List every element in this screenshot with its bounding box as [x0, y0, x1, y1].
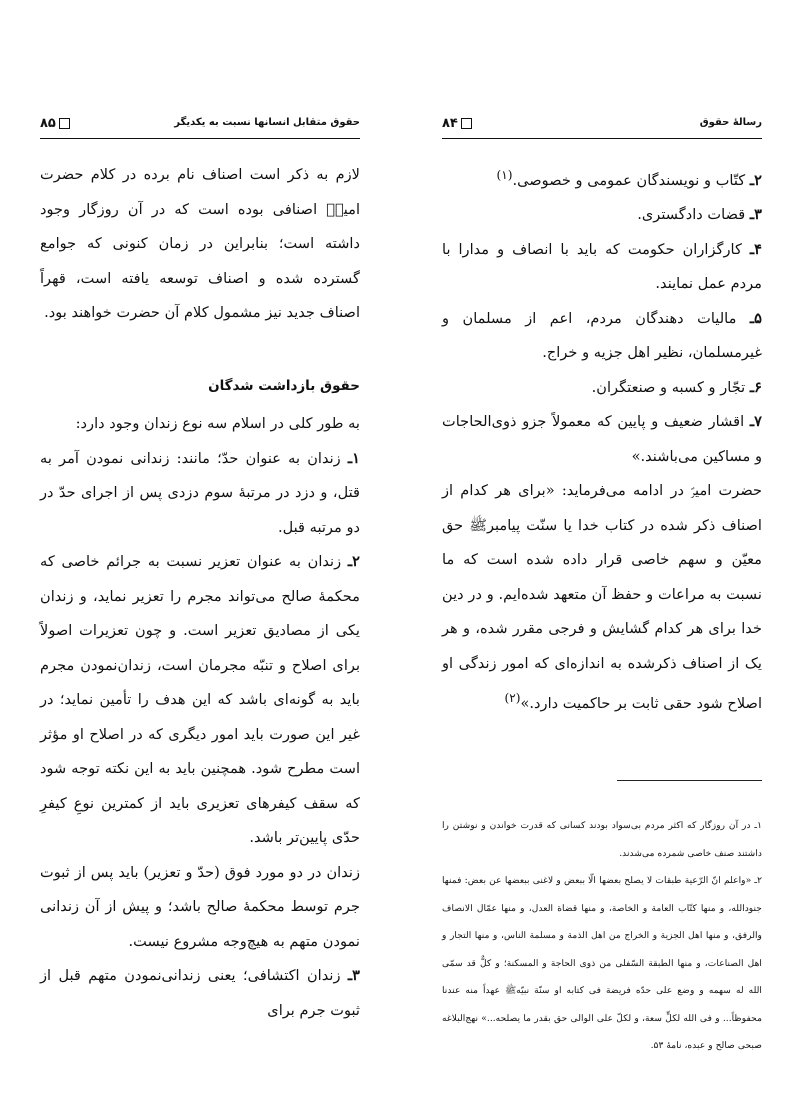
page-85 [40, 0, 360, 1100]
running-title: رسالهٔ حقوق [699, 117, 762, 128]
footnote-divider [617, 780, 762, 781]
intro-paragraph: لازم به ذکر است اصناف نام برده در کلام حضرت امیرؑ اصنافی بوده است که در آن روزگار وجود داشته است؛ بنابراین در زمان کنونی که جوامع گسترده شده و اصناف توسعه یافته است، قهراً اصناف جدید نیز مشمول کلام آن حضرت خواهند بود. [40, 166, 360, 321]
list-item: ۷ـ اقشار ضعیف و پایین که معمولاً جزو ذوی‌الحاجات و مساکین می‌باشند.» [442, 413, 763, 465]
footnotes [442, 812, 762, 1060]
paragraph: زندان در دو مورد فوق (حدّ و تعزیر) باید پس از ثبوت جرم توسط محکمهٔ صالح باشد؛ و پیش از آن زندانی نمودن متهم به هیچ‌وجه مشروع نیست. [40, 863, 360, 950]
footnote: ۱ـ در آن روزگار که اکثر مردم بی‌سواد بودند کسانی که قدرت خواندن و نوشتن را داشتند صنف خاصی شمرده می‌شدند. [442, 820, 762, 859]
page-number: ۸۵ [40, 116, 70, 131]
running-title: حقوق متقابل انسانها نسبت به یکدیگر [174, 117, 360, 128]
page-number: ۸۴ [442, 116, 472, 131]
list-item: ۱ـ زندان به عنوان حدّ؛ مانند: زندانی نمودن آمر به قتل، و دزد در مرتبهٔ سوم دزدی پس از اجرای حدّ در دو مرتبه قبل. [40, 449, 361, 536]
footnote-ref[interactable]: (۲) [504, 691, 521, 706]
list-item: ۵ـ مالیات دهندگان مردم، اعم از مسلمان و غیرمسلمان، نظیر اهل جزیه و خراج. [442, 309, 763, 362]
list-item: ۳ـ قضات دادگستری. [637, 206, 762, 224]
paragraph: حضرت امیرؑ در ادامه می‌فرماید: «برای هر کدام از اصناف ذکر شده در کتاب خدا یا سنّت پیامبرﷺ حق معیّن و سهم خاصی قرار داده شده است که ما نسبت به مراعات و حفظ آن متعهد شده‌ایم. و در دین خدا برای هر کدام گشایش و فرجی مقرر شده، و هر یک از اصناف ذکرشده به اندازه‌ای که امور زندگی او اصلاح شود حقی ثابت بر حاکمیت دارد.»$^{(۲)}$ [442, 482, 762, 713]
page-84 [442, 0, 762, 1100]
list-item: ۲ـ زندان به عنوان تعزیر نسبت به جرائم خاصی که محکمهٔ صالح می‌تواند مجرم را تعزیر نماید، و زندان یکی از مصادیق تعزیر است. و چون تعزیرات اصولاً برای اصلاح و تنبّه مجرمان است، زندان‌نمودن مجرم باید به گونه‌ای باشد که این هدف را تأمین نماید؛ در غیر این صورت باید امور دیگری که در اصلاح او مؤثر است مطرح شود. همچنین باید به این نکته توجه شود که سقف کیفرهای تعزیری باید از کمترین نوعِ کیفرِ حدّی پایین‌تر باشد. [40, 553, 360, 846]
list-item: ۶ـ تجّار و کسبه و صنعتگران. [591, 378, 762, 396]
square-icon [461, 118, 472, 129]
list-item: ۳ـ زندان اکتشافی؛ یعنی زندانی‌نمودن متهم قبل از ثبوت جرم برای [40, 967, 360, 1019]
section-heading: حقوق بازداشت شدگان [208, 377, 360, 394]
list-item: ۴ـ کارگزاران حکومت که باید با انصاف و مدارا با مردم عمل نمایند. [442, 240, 763, 293]
page-header [40, 112, 360, 139]
lead-paragraph: به طور کلی در اسلام سه نوع زندان وجود دارد: [75, 415, 360, 432]
footnote: ۲ـ «واعلم انّ الرّعیة طبقات لا یصلح بعضها الّا ببعض و لاغنی ببعضها عن بعض: فمنها جنودالله، و منها کتّاب العامة و الخاصة، و منها قضاة العدل، و منها عمّال الانصاف والرفق، و منها اهل الجزیة و الخراج من اهل الذمة و مسلمة الناس، و منها التجار و اهل الصناعات، و منها الطبقة السّفلی من ذوی الحاجة و المسکنة؛ و کلٌّ قد سمّی الله له سهمه و وضع علی حدّه فریضة فی کتابه او سنّة نبیّهﷺ عهداً منه عندنا محفوظاً... و فی الله لکلٍّ سعة، و لکلّ علی الوالی حق بقدر ما یصلحه...» نهج‌البلاغه صبحی صالح و عبده، نامهٔ ۵۳. [442, 875, 762, 1051]
page-header [442, 112, 762, 139]
square-icon [59, 118, 70, 129]
list-item: ۲ـ کتّاب و نویسندگان عمومی و خصوصی.$^{(۱)}$ [496, 168, 762, 189]
page-body [442, 158, 762, 722]
footnote-ref[interactable]: (۱) [496, 168, 513, 182]
page-body [40, 158, 360, 1028]
